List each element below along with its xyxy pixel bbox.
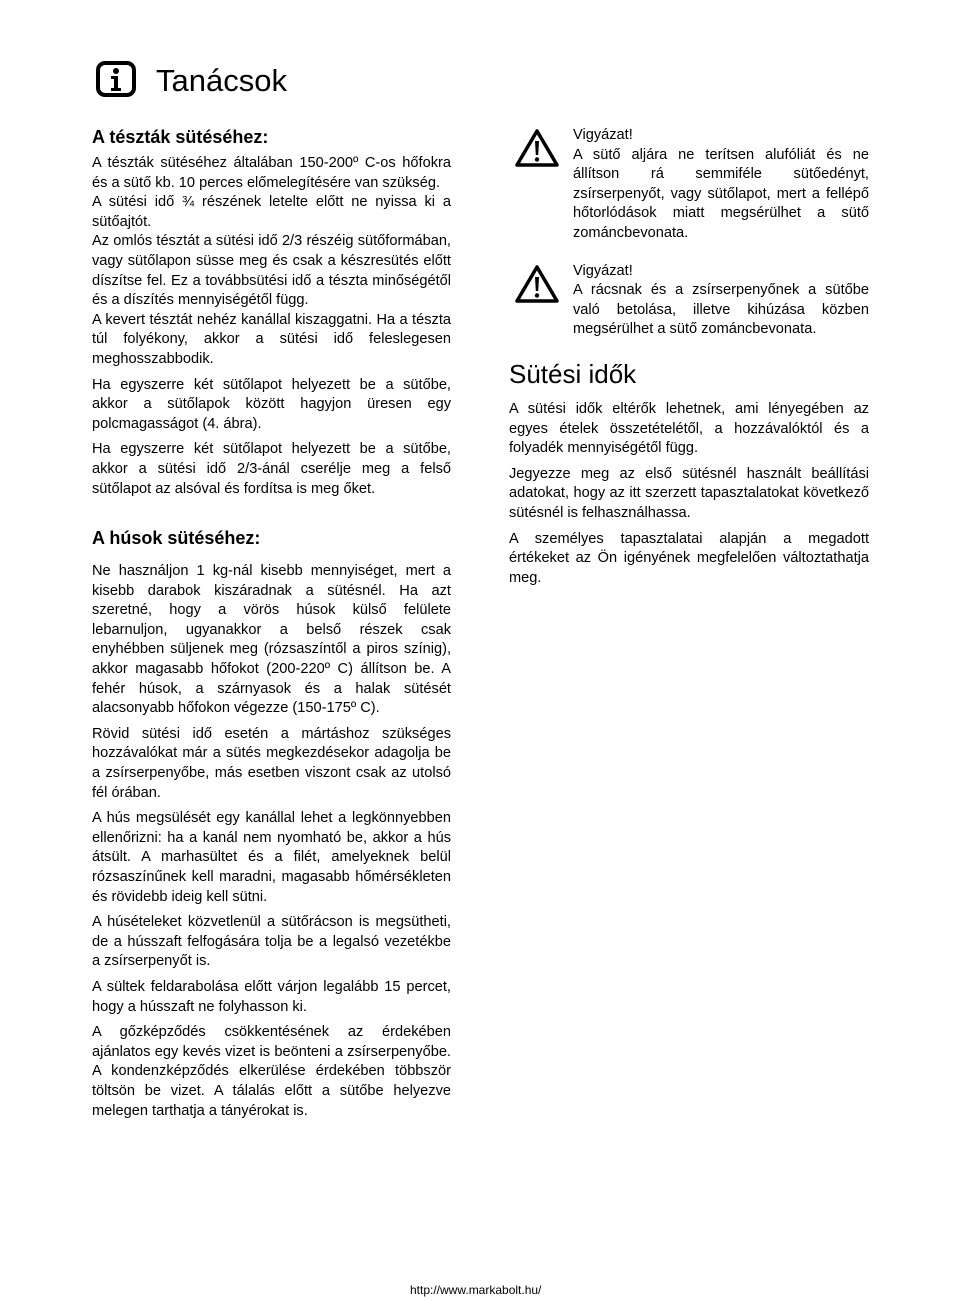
pastry-paragraph: A tészták sütéséhez általában 150-200º C-os hőfokra és a sütő kb. 10 perces előmelegítésére van szükség. [92, 155, 451, 191]
warning-title: Vigyázat! [573, 262, 633, 279]
warning-block [509, 126, 869, 244]
page-header [96, 54, 287, 104]
meat-heading: A húsok sütéséhez: [92, 528, 261, 549]
baking-times-heading: Sütési idők [509, 358, 637, 389]
warning-text: A sütő aljára ne terítsen alufóliát és ne állítson rá semmiféle sütőedényt, zsírserpenyőt, vagy sütőlapot, mert a fellépő hőtorlódások miatt megsérülhet a sütő zománcbevonata. [573, 146, 869, 241]
baking-times-paragraph: Jegyezze meg az első sütésnél használt beállítási adatokat, hogy az itt szerzett tapasztalatokat következő sütésnél is felhasználhassa. [509, 465, 869, 521]
warning-title: Vigyázat! [573, 127, 633, 143]
left-column [92, 126, 451, 1127]
info-icon [96, 59, 136, 99]
meat-paragraph: Rövid sütési idő esetén a mártáshoz szükséges hozzávalókat már a sütés megkezdésekor adagolja be a zsírserpenyőbe, más esetben viszont csak az utolsó fél órában. [92, 725, 451, 801]
meat-paragraph: A sültek feldarabolása előtt várjon legalább 15 percet, hogy a hússzaft ne folyhasson ki. [92, 978, 451, 1015]
pastry-paragraph: A sütési idő ¾ részének letelte előtt ne nyissa ki a sütőajtót. [92, 194, 451, 230]
meat-paragraph: A hús megsülését egy kanállal lehet a legkönnyebben ellenőrizni: ha a kanál nem nyomható be, akkor a hús átsült. A marhasültet és a filét, amelyeknek belül rózsaszínűnek kell maradni, magasabb hőmérsékleten és rövidebb ideig kell sütni. [92, 810, 451, 905]
right-column [509, 126, 869, 594]
page-title: Tanácsok [156, 62, 287, 98]
meat-paragraph: A húsételeket közvetlenül a sütőrácson is megsütheti, de a hússzaft felfogására tolja be a legalsó vezetékbe a zsírserpenyőt is. [92, 914, 451, 970]
warning-triangle-icon [514, 264, 560, 304]
baking-times-paragraph: A sütési idők eltérők lehetnek, ami lényegében az egyes ételek összetételétől, a hozzávalóktól és a folyadék mennyiségétől függ. [509, 400, 869, 457]
warning-text: A rácsnak és a zsírserpenyőnek a sütőbe való betolása, illetve kihúzása közben megsérülhet a sütő zománcbevonata. [573, 282, 869, 338]
pastry-paragraph: Ha egyszerre két sütőlapot helyezett be a sütőbe, akkor a sütési idő 2/3-ánál cserélje meg a felső sütőlapot az alsóval és fordítsa is meg őket. [92, 441, 451, 497]
meat-paragraph: Ne használjon 1 kg-nál kisebb mennyiséget, mert a kisebb darabok kiszáradnak a sütésnél. Ha azt szeretné, hogy a vörös húsok külső felülete lebarnuljon, ugyanakkor a belső részek csak enyhébben süljenek meg (rózsaszíntől a piros színig), akkor magasabb hőfokot (200-220º C) állítson be. A fehér húsok, a szárnyasok és a halak sütését alacsonyabb hőfokon végezze (150-175º C). [92, 563, 451, 717]
baking-times-paragraph: A személyes tapasztalatai alapján a megadott értékeket az Ön igényének megfelelően változtathatja meg. [509, 530, 869, 586]
pastry-paragraph: Ha egyszerre két sütőlapot helyezett be a sütőbe, akkor a sütőlapok között hagyjon üresen egy polcmagasságot (4. ábra). [92, 376, 451, 432]
pastry-paragraph: Az omlós tésztát a sütési idő 2/3 részéig sütőformában, vagy sütőlapon süsse meg és csak a készresütés előtt díszítse fel. Ez a továbbsütési idő a tészta minőségétől és a díszítés mennyiségétől függ. [92, 233, 451, 309]
warning-triangle-icon [514, 128, 560, 168]
footer-url: http://www.markabolt.hu/ [410, 1283, 542, 1297]
pastry-heading: A tészták sütéséhez: [92, 127, 269, 147]
pastry-paragraph: A kevert tésztát nehéz kanállal kiszaggatni. Ha a tészta túl folyékony, akkor a sütési idő feleslegesen meghosszabbodik. [92, 311, 451, 367]
meat-paragraph: A gőzképződés csökkentésének az érdekében ajánlatos egy kevés vizet is beönteni a zsírserpenyőbe. A kondenzképződés elkerülése érdekében többször töltsön be vizet. A tálalás előtt a sütőbe helyezve melegen tarthatja a tányérokat is. [92, 1024, 451, 1119]
warning-block [509, 262, 869, 340]
